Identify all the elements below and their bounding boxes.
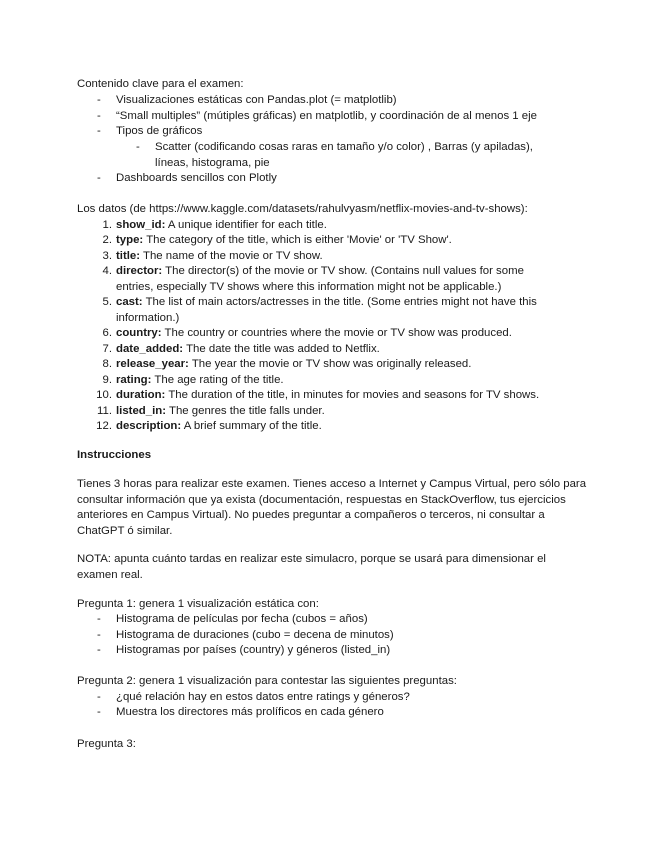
field-number: 4. (102, 265, 112, 277)
bullet-dash: - (97, 691, 101, 703)
bullet-dash: - (97, 172, 101, 184)
field-number: 6. (102, 327, 112, 339)
field-item (96, 419, 546, 435)
field-desc: The year the movie or TV show was originally released. (191, 358, 472, 370)
note-paragraph: NOTA: apunta cuánto tardas en realizar este simulacro, porque se usará para dimensionar el examen real. (77, 553, 546, 581)
field-desc: A unique identifier for each title. (167, 219, 327, 231)
question-item-text: Histograma de películas por fecha (cubos = años) (116, 613, 368, 625)
intro-item (97, 171, 277, 187)
field-name: listed_in: (116, 405, 167, 417)
question-2-item (97, 705, 384, 721)
field-number: 8. (102, 358, 112, 370)
field-name: duration: (116, 389, 166, 401)
field-name: cast: (116, 296, 143, 308)
field-number: 7. (102, 343, 112, 355)
field-item (97, 404, 546, 420)
field-number: 10. (96, 389, 112, 401)
bullet-dash: - (97, 613, 101, 625)
intro-sub-item-line2: líneas, histograma, pie (155, 157, 270, 169)
field-name: country: (116, 327, 162, 339)
field-desc: The name of the movie or TV show. (143, 250, 323, 262)
bullet-dash: - (97, 125, 101, 137)
bullet-dash: - (97, 629, 101, 641)
field-item (102, 326, 546, 342)
intro-sub-item (136, 140, 533, 156)
field-name: description: (116, 420, 182, 432)
field-item (102, 373, 546, 389)
question-2-item (97, 690, 410, 706)
intro-item-text: Tipos de gráficos (116, 125, 203, 137)
field-item (102, 233, 546, 249)
intro-item (97, 93, 397, 109)
bullet-dash: - (97, 110, 101, 122)
question-item-text: Histogramas por países (country) y géneros (listed_in) (116, 644, 391, 656)
question-1-item (97, 628, 394, 644)
question-1-title: Pregunta 1: genera 1 visualización estática con: (77, 598, 319, 610)
field-item (102, 357, 546, 373)
field-number: 2. (102, 234, 112, 246)
question-item-text: Histograma de duraciones (cubo = decena de minutos) (116, 629, 394, 641)
intro-title: Contenido clave para el examen: (77, 78, 244, 90)
field-item (102, 218, 546, 234)
question-1-item (97, 643, 391, 659)
field-item (102, 295, 546, 326)
instructions-heading: Instrucciones (77, 449, 152, 461)
field-desc: The director(s) of the movie or TV show. (Contains null values for some entries, especially TV shows where this information might not be applicable.) (116, 265, 524, 293)
field-name: date_added: (116, 343, 184, 355)
question-3-title: Pregunta 3: (77, 738, 136, 750)
field-name: release_year: (116, 358, 189, 370)
question-item-text: Muestra los directores más prolíficos en cada género (116, 706, 384, 718)
field-item (102, 342, 546, 358)
bullet-dash: - (136, 141, 140, 153)
field-desc: The genres the title falls under. (168, 405, 325, 417)
intro-item (97, 109, 538, 125)
intro-item-text: Dashboards sencillos con Plotly (116, 172, 277, 184)
data-section-title: Los datos (de https://www.kaggle.com/datasets/rahulvyasm/netflix-movies-and-tv-shows): (77, 203, 528, 215)
intro-item-text: Visualizaciones estáticas con Pandas.plot (= matplotlib) (116, 94, 397, 106)
field-name: type: (116, 234, 144, 246)
field-item (102, 264, 546, 295)
question-1-item (97, 612, 368, 628)
field-desc: A brief summary of the title. (183, 420, 322, 432)
field-number: 9. (102, 374, 112, 386)
intro-sub-item-cont (155, 156, 270, 172)
intro-item-text: “Small multiples” (mútiples gráficas) en matplotlib, y coordinación de al menos 1 eje (116, 110, 538, 122)
field-item (96, 388, 546, 404)
field-number: 11. (97, 405, 112, 417)
field-number: 1. (102, 219, 112, 231)
field-desc: The category of the title, which is either 'Movie' or 'TV Show'. (146, 234, 452, 246)
question-2-title: Pregunta 2: genera 1 visualización para contestar las siguientes preguntas: (77, 675, 457, 687)
intro-item (97, 124, 203, 140)
field-name: title: (116, 250, 141, 262)
field-name: director: (116, 265, 163, 277)
field-number: 5. (102, 296, 112, 308)
intro-sub-item-line1: Scatter (codificando cosas raras en tamaño y/o color) , Barras (y apiladas), (155, 141, 533, 153)
bullet-dash: - (97, 94, 101, 106)
field-desc: The list of main actors/actresses in the title. (Some entries might not have this information.) (116, 296, 537, 324)
field-number: 12. (96, 420, 112, 432)
bullet-dash: - (97, 644, 101, 656)
bullet-dash: - (97, 706, 101, 718)
question-item-text: ¿qué relación hay en estos datos entre ratings y géneros? (116, 691, 410, 703)
field-name: rating: (116, 374, 152, 386)
field-number: 3. (102, 250, 112, 262)
field-item (102, 249, 546, 265)
field-desc: The duration of the title, in minutes for movies and seasons for TV shows. (168, 389, 540, 401)
field-name: show_id: (116, 219, 166, 231)
instructions-paragraph: Tienes 3 horas para realizar este examen. Tienes acceso a Internet y Campus Virtual, pero sólo para consultar información que ya exista (documentación, respuestas en StackOverflow, tus ejercicios anteriores en Campus Virtual). No puedes preguntar a compañeros o terceros, ni consultar a ChatGPT ó similar. (77, 478, 587, 537)
field-desc: The date the title was added to Netflix. (186, 343, 380, 355)
field-desc: The age rating of the title. (154, 374, 284, 386)
field-desc: The country or countries where the movie or TV show was produced. (164, 327, 512, 339)
